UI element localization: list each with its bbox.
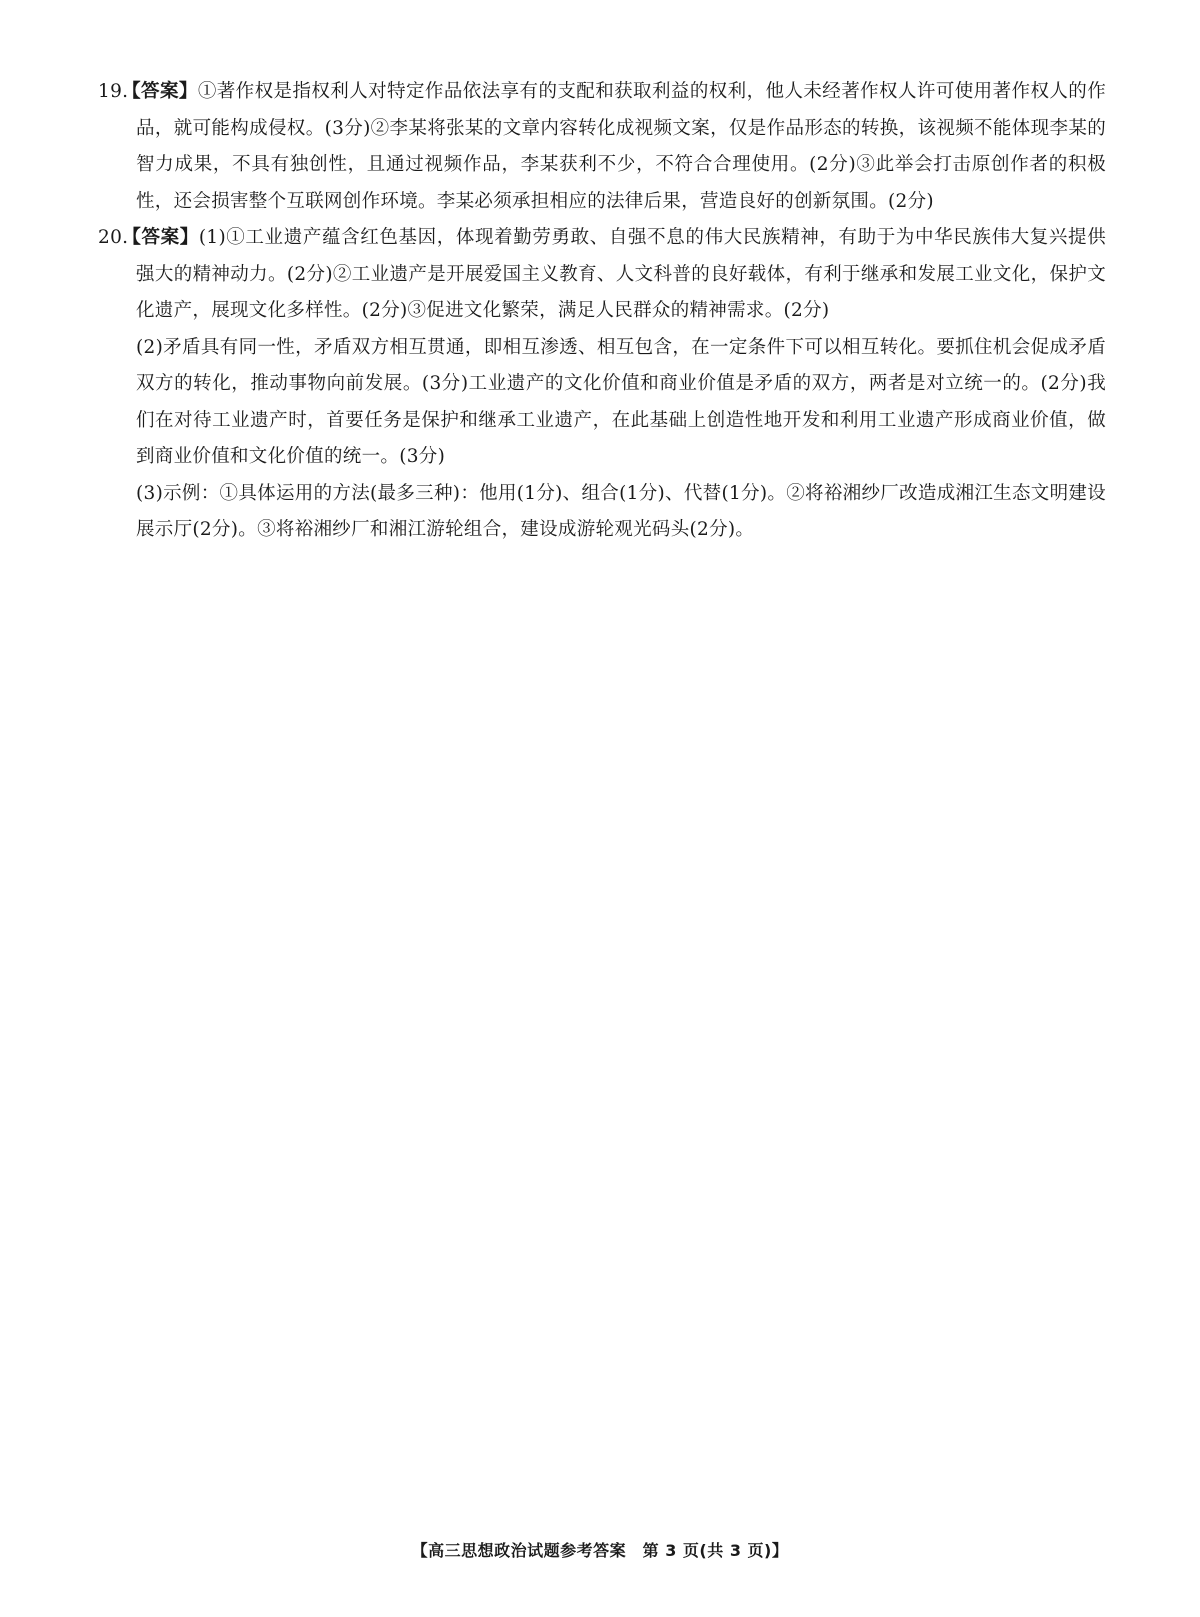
answer-content (98, 74, 1106, 549)
answer-20 (98, 220, 1106, 330)
answer-tag: 【答案】 (122, 227, 199, 248)
question-number: 20. (98, 227, 129, 248)
answer-20-part-3: (3)示例：①具体运用的方法(最多三种)：他用(1分)、组合(1分)、代替(1分)。②将裕湘纱厂改造成湘江生态文明建设展示厅(2分)。③将裕湘纱厂和湘江游轮组合，建设成游轮观光码头(2分)。 (136, 482, 1106, 540)
page-footer: 【高三思想政治试题参考答案 第 3 页(共 3 页)】 (411, 1541, 789, 1560)
question-number: 19. (98, 81, 129, 102)
answer-19 (98, 74, 1106, 220)
answer-tag: 【答案】 (122, 81, 198, 102)
answer-text-part-1: (1)①工业遗产蕴含红色基因，体现着勤劳勇敢、自强不息的伟大民族精神，有助于为中华民族伟大复兴提供强大的精神动力。(2分)②工业遗产是开展爱国主义教育、人文科普的良好载体，有利于继承和发展工业文化，保护文化遗产，展现文化多样性。(2分)③促进文化繁荣，满足人民群众的精神需求。(2分) (136, 227, 1106, 321)
answer-20-part-2: (2)矛盾具有同一性，矛盾双方相互贯通，即相互渗透、相互包含，在一定条件下可以相互转化。要抓住机会促成矛盾双方的转化，推动事物向前发展。(3分)工业遗产的文化价值和商业价值是矛盾的双方，两者是对立统一的。(2分)我们在对待工业遗产时，首要任务是保护和继承工业遗产，在此基础上创造性地开发和利用工业遗产形成商业价值，做到商业价值和文化价值的统一。(3分) (136, 336, 1106, 467)
answer-text: ①著作权是指权利人对特定作品依法享有的支配和获取利益的权利，他人未经著作权人许可使用著作权人的作品，就可能构成侵权。(3分)②李某将张某的文章内容转化成视频文案，仅是作品形态的转换，该视频不能体现李某的智力成果，不具有独创性，且通过视频作品，李某获利不少，不符合合理使用。(2分)③此举会打击原创作者的积极性，还会损害整个互联网创作环境。李某必须承担相应的法律后果，营造良好的创新氛围。(2分) (136, 81, 1107, 212)
